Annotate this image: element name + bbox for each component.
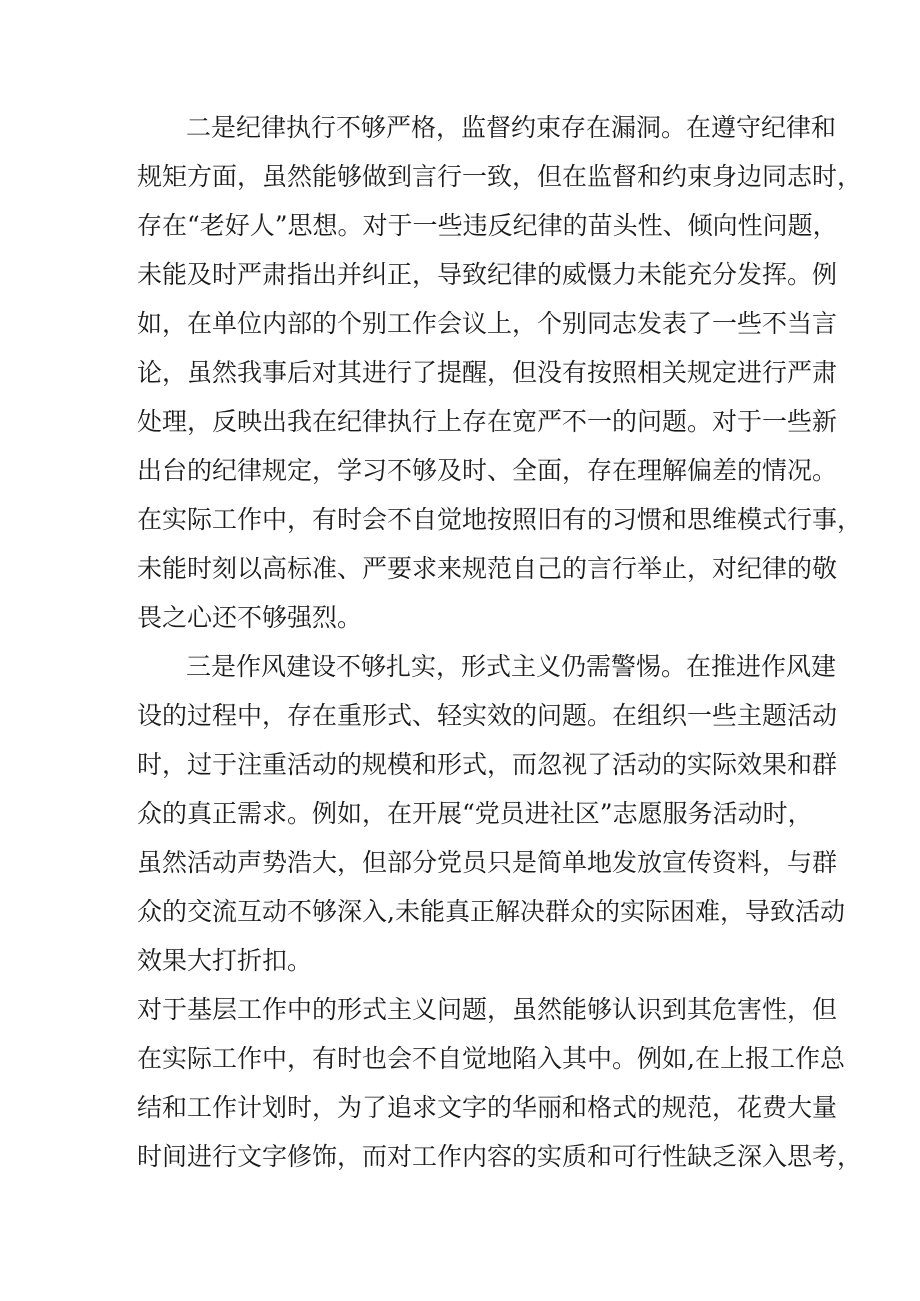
paragraph-1-line-7: 处理，反映出我在纪律执行上存在宽严不一的问题。对于一些新 [137,407,838,436]
paragraph-2-line-4: 众的真正需求。例如，在开展“党员进社区”志愿服务活动时， [137,799,813,828]
paragraph-1-line-1: 二是纪律执行不够严格，监督约束存在漏洞。在遵守纪律和 [186,113,837,142]
paragraph-3-line-1: 对于基层工作中的形式主义问题，虽然能够认识到其危害性，但 [137,995,838,1024]
paragraph-1-line-8: 出台的纪律规定，学习不够及时、全面，存在理解偏差的情况。 [137,456,838,485]
paragraph-1-line-3: 存在“老好人”思想。对于一些违反纪律的苗头性、倾向性问题， [137,211,838,240]
paragraph-2-line-5: 虽然活动声势浩大，但部分党员只是简单地发放宣传资料，与群 [137,848,838,877]
paragraph-3-line-4: 时间进行文字修饰，而对工作内容的实质和可行性缺乏深入思考， [137,1142,863,1171]
paragraph-3-line-2: 在实际工作中，有时也会不自觉地陷入其中。例如,在上报工作总 [137,1044,845,1073]
paragraph-3-line-3: 结和工作计划时，为了追求文字的华丽和格式的规范，花费大量 [137,1093,838,1122]
paragraph-2-line-3: 时，过于注重活动的规模和形式，而忽视了活动的实际效果和群 [137,750,838,779]
paragraph-2-line-2: 设的过程中，存在重形式、轻实效的问题。在组织一些主题活动 [137,701,838,730]
paragraph-1-line-10: 未能时刻以高标准、严要求来规范自己的言行举止，对纪律的敬 [137,554,838,583]
paragraph-2-line-7: 效果大打折扣。 [137,946,313,975]
paragraph-2-line-6: 众的交流互动不够深入,未能真正解决群众的实际困难，导致活动 [137,897,845,926]
paragraph-1-line-5: 如，在单位内部的个别工作会议上，个别同志发表了一些不当言 [137,309,838,338]
paragraph-1-line-6: 论，虽然我事后对其进行了提醒，但没有按照相关规定进行严肃 [137,358,838,387]
paragraph-1-line-4: 未能及时严肃指出并纠正，导致纪律的威慑力未能充分发挥。例 [137,260,838,289]
paragraph-2-line-1: 三是作风建设不够扎实，形式主义仍需警惕。在推进作风建 [186,652,837,681]
paragraph-1-line-9: 在实际工作中，有时会不自觉地按照旧有的习惯和思维模式行事， [137,505,863,534]
paragraph-1-line-2: 规矩方面，虽然能够做到言行一致，但在监督和约束身边同志时， [137,162,863,191]
paragraph-1-line-11: 畏之心还不够强烈。 [137,603,363,632]
